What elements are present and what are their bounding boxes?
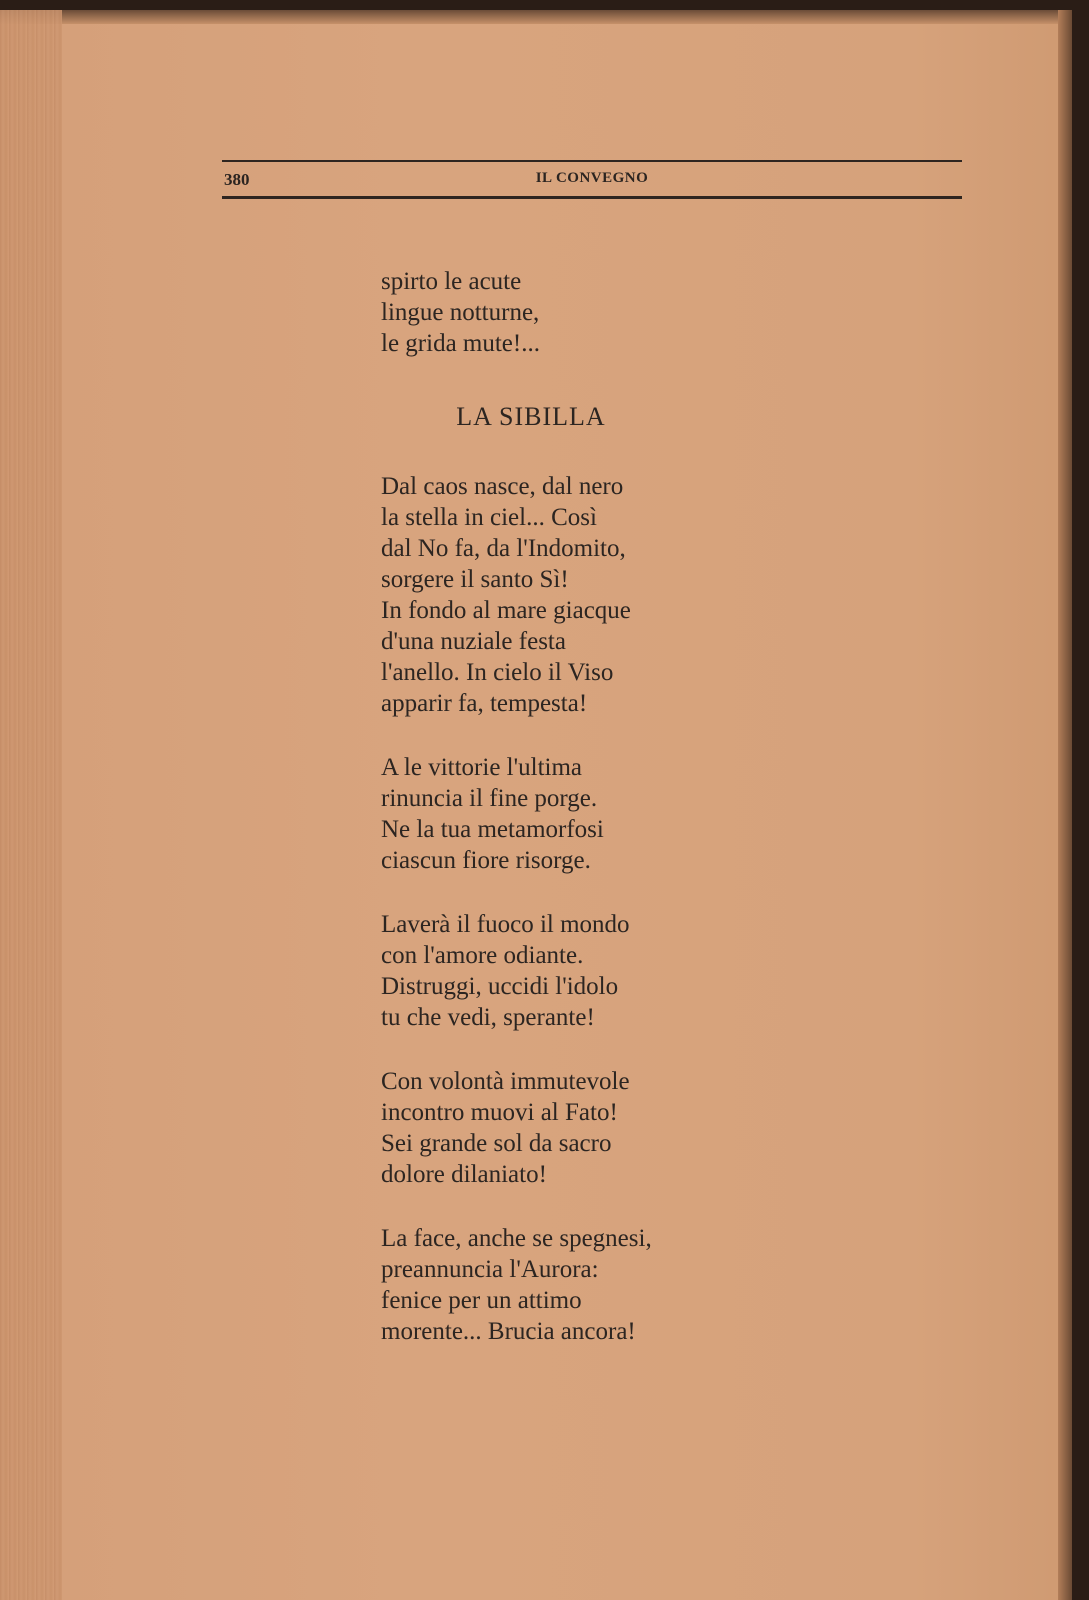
page-top-shadow [0,10,1072,24]
verse-line: Laverà il fuoco il mondo [381,911,630,938]
verse-line: Con volontà immutevole [381,1068,630,1095]
page-gutter-right [1058,10,1072,1600]
verse-line: con l'amore odiante. [381,942,584,969]
verse-line: ciascun fiore risorge. [381,847,591,874]
verse-line: le grida mute!... [381,330,540,357]
opening-stanza [381,266,681,359]
verse-line: dolore dilaniato! [381,1161,547,1188]
verse-line: la stella in ciel... Così [381,504,597,531]
stanza [381,1066,681,1190]
verse-line: apparir fa, tempesta! [381,690,588,717]
book-page [0,10,1072,1600]
stanza [381,752,681,876]
verse-line: La face, anche se spegnesi, [381,1225,652,1252]
verse-line: Dal caos nasce, dal nero [381,473,624,500]
verse-line: tu che vedi, sperante! [381,1004,595,1031]
verse-line: lingue notturne, [381,299,540,326]
stanza [381,471,681,719]
verse-line: Ne la tua metamorfosi [381,816,604,843]
verse-line: sorgere il santo Sì! [381,566,569,593]
header-rule-top [222,160,962,162]
verse-line: rinuncia il fine porge. [381,785,598,812]
page-number: 380 [224,170,250,189]
verse-line: morente... Brucia ancora! [381,1318,636,1345]
stanza [381,1223,681,1347]
verse-line: In fondo al mare giacque [381,597,631,624]
stanza [381,909,681,1033]
page-edges-left [0,10,62,1600]
verse-line: Sei grande sol da sacro [381,1130,612,1157]
verse-line: A le vittorie l'ultima [381,754,583,781]
verse-line: preannuncia l'Aurora: [381,1256,599,1283]
poem-text-block [381,266,681,1380]
verse-line: d'una nuziale festa [381,628,566,655]
running-head [222,150,962,210]
header-rule-bottom [222,196,962,199]
poem-title: LA SIBILLA [456,402,606,431]
verse-line: dal No fa, da l'Indomito, [381,535,626,562]
verse-line: spirto le acute [381,268,522,295]
verse-line: Distruggi, uccidi l'idolo [381,973,619,1000]
journal-title: IL CONVEGNO [535,170,649,186]
verse-line: l'anello. In cielo il Viso [381,659,614,686]
verse-line: incontro muovi al Fato! [381,1099,618,1126]
verse-line: fenice per un attimo [381,1287,582,1314]
